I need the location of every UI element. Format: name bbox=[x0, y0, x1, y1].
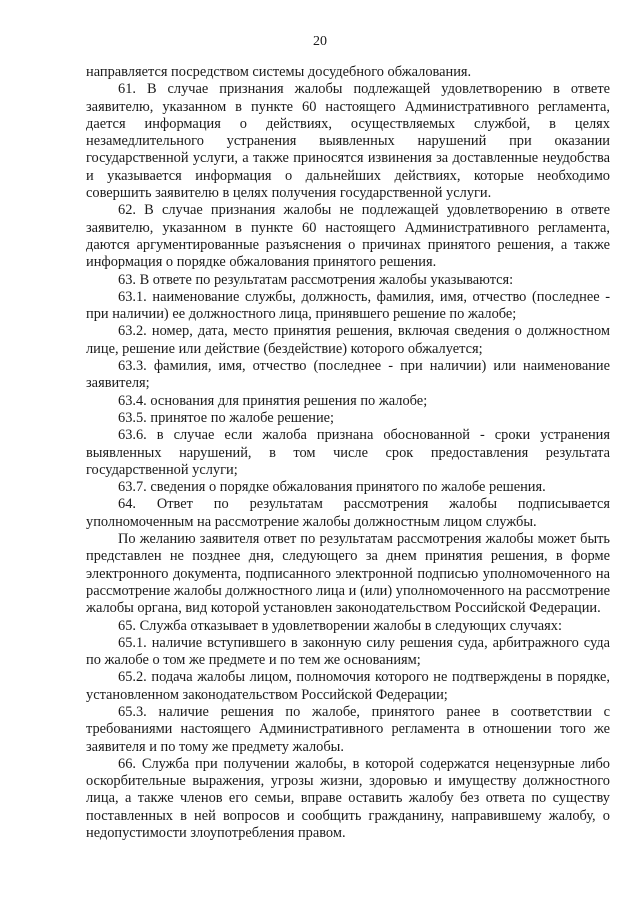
paragraph-64: 64. Ответ по результатам рассмотрения жалобы подписывается уполномоченным на рассмотрение жалобы должностным лицом службы. bbox=[86, 496, 610, 530]
paragraph-64-electronic: По желанию заявителя ответ по результатам рассмотрения жалобы может быть представлен не позднее дня, следующего за днем принятия решения, в форме электронного документа, подписанного электронной подписью уполномоченного на рассмотрение жалобы должностного лица и (или) уполномоченного на рассмотрение жалобы органа, вид которой установлен законодательством Российской Федерации. bbox=[86, 531, 610, 617]
paragraph-63: 63. В ответе по результатам рассмотрения жалобы указываются: bbox=[118, 271, 514, 288]
document-body bbox=[86, 64, 610, 842]
page-number: 20 bbox=[313, 34, 327, 49]
paragraph-65-1: 65.1. наличие вступившего в законную силу решения суда, арбитражного суда по жалобе о том же предмете и по тем же основаниям; bbox=[86, 634, 610, 669]
paragraph-63-6: 63.6. в случае если жалоба признана обоснованной - сроки устранения выявленных нарушений, в том числе срок предоставления результата государственной услуги; bbox=[86, 427, 610, 478]
paragraph-65-3: 65.3. наличие решения по жалобе, принятого ранее в соответствии с требованиями настоящего Административного регламента в отношении того же заявителя и по тому же предмету жалобы. bbox=[86, 703, 610, 755]
paragraph-65: 65. Служба отказывает в удовлетворении жалобы в следующих случаях: bbox=[118, 617, 562, 634]
paragraph-63-7: 63.7. сведения о порядке обжалования принятого по жалобе решения. bbox=[118, 479, 546, 496]
paragraph-63-4: 63.4. основания для принятия решения по жалобе; bbox=[118, 392, 428, 409]
paragraph-61: 61. В случае признания жалобы подлежащей удовлетворению в ответе заявителю, указанном в пункте 60 настоящего Административного регламента, дается информация о действиях, осуществляемых службой, в целях незамедлительного устранения выявленных нарушений при оказании государственной услуги, а также приносятся извинения за доставленные неудобства и указывается информация о дальнейших действиях, которые необходимо совершить заявителю в целях получения государственной услуги. bbox=[86, 81, 610, 202]
paragraph-63-2: 63.2. номер, дата, место принятия решения, включая сведения о должностном лице, решение или действие (бездействие) которого обжалуется; bbox=[86, 323, 610, 357]
paragraph-63-5: 63.5. принятое по жалобе решение; bbox=[118, 409, 335, 426]
paragraph-62: 62. В случае признания жалобы не подлежащей удовлетворению в ответе заявителю, указанном в пункте 60 настоящего Административного регламента, даются аргументированные разъяснения о причинах принятого решения, а также информация о порядке обжалования принятого решения. bbox=[86, 202, 610, 271]
paragraph-63-3: 63.3. фамилия, имя, отчество (последнее - при наличии) или наименование заявителя; bbox=[86, 358, 610, 392]
paragraph-65-2: 65.2. подача жалобы лицом, полномочия которого не подтверждены в порядке, установленном законодательством Российской Федерации; bbox=[86, 669, 610, 703]
paragraph-continuation: направляется посредством системы досудебного обжалования. bbox=[86, 64, 472, 80]
paragraph-63-1: 63.1. наименование службы, должность, фамилия, имя, отчество (последнее - при наличии) ее должностного лица, принявшего решение по жалобе; bbox=[86, 288, 610, 323]
paragraph-66: 66. Служба при получении жалобы, в которой содержатся нецензурные либо оскорбительные выражения, угрозы жизни, здоровью и имуществу должностного лица, а также членов его семьи, вправе оставить жалобу без ответа по существу поставленных в ней вопросов и сообщить гражданину, направившему жалобу, о недопустимости злоупотребления правом. bbox=[86, 755, 610, 842]
